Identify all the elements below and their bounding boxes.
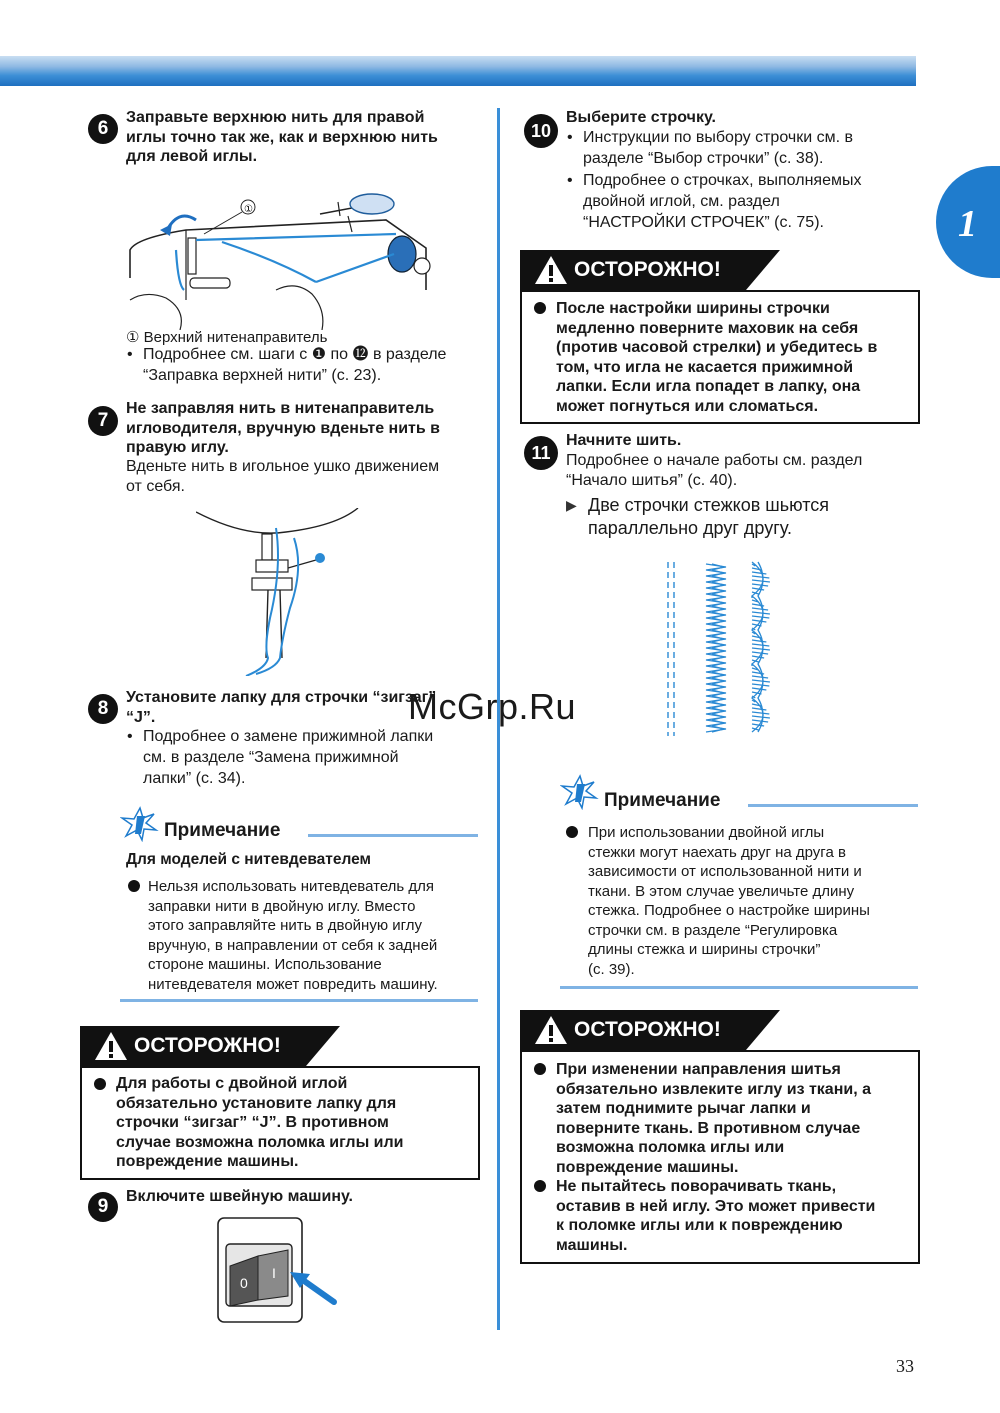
- step-number-6: 6: [88, 114, 118, 144]
- step-number-11: 11: [524, 436, 558, 470]
- step10-bullet-1: • Инструкции по выбору строчки см. в разделе “Выбор строчки” (с. 38).: [567, 129, 853, 167]
- step8-instruction: Установите лапку для строчки “зигзаг” “J”.: [126, 689, 437, 726]
- power-switch-illustration: [214, 1216, 344, 1326]
- result-arrow-icon: ▶: [566, 497, 577, 513]
- step11-result: ▶ Две строчки стежков шьются параллельно друг другу.: [566, 495, 829, 538]
- caution-header-tail: [306, 1026, 340, 1066]
- switch-on-label: I: [272, 1265, 276, 1281]
- step7-instruction: Не заправляя нить в нитенаправитель игловодителя, вручную вденьте нить в правую иглу.: [126, 400, 441, 456]
- header-band: [0, 56, 916, 86]
- caution-bullet-3a: [534, 1063, 546, 1075]
- note-title-2: Примечание: [604, 790, 721, 811]
- step-number-9: 9: [88, 1192, 118, 1222]
- note-icon-2: [560, 774, 600, 810]
- twin-needle-illustration: [196, 508, 366, 676]
- caution-header-tail-3: [746, 1010, 780, 1050]
- step8-bullet: • Подробнее о замене прижимной лапки см. в разделе “Замена прижимной лапки” (с. 34).: [127, 728, 434, 787]
- caution-header-3: [520, 1010, 746, 1050]
- caution-title: ОСТОРОЖНО!: [134, 1034, 281, 1057]
- note-rule-2: [748, 804, 918, 807]
- caution-bullet-2: [534, 302, 546, 314]
- caution-text: Для работы с двойной иглой обязательно установите лапку для строчки “зигзаг” “J”. В противном случае возможна поломка иглы или повреждение машины.: [116, 1075, 404, 1170]
- step6-bullet: • Подробнее см. шаги с ❶ по ⓬ в разделе “Заправка верхней нити” (с. 23).: [127, 346, 447, 384]
- step9-instruction: Включите швейную машину.: [126, 1188, 353, 1205]
- note-text: Нельзя использовать нитевдеватель для заправки нити в двойную иглу. Вместо этого заправляйте нить в двойную иглу вручную, в направлении от себя к задней стороне машины. Использование нитевдевателя может повредить машину.: [148, 878, 438, 993]
- step10-bullet-2: • Подробнее о строчках, выполняемых двойной иглой, см. раздел “НАСТРОЙКИ СТРОЧЕК” (с. 75).: [567, 172, 862, 231]
- watermark: McGrp.Ru: [408, 686, 577, 727]
- caution-text-3b: Не пытайтесь поворачивать ткань, оставив в ней иглу. Это может привести к поломке иглы или к повреждению машины.: [556, 1178, 876, 1254]
- caution-text-3a: При изменении направления шитья обязательно извлеките иглу из ткани, а затем поднимите рычаг лапки и поверните ткань. В противном случае возможна поломка иглы или повреждение машины.: [556, 1061, 871, 1176]
- callout-1: ①: [244, 204, 253, 215]
- step-number-7: 7: [88, 406, 118, 436]
- note-subtitle: Для моделей с нитевдевателем: [126, 851, 372, 868]
- note-rule-bottom: [120, 999, 478, 1002]
- note-bullet: [128, 880, 140, 892]
- caution-header-2: [520, 250, 746, 290]
- caution-title-2: ОСТОРОЖНО!: [574, 258, 721, 281]
- note-rule-bottom-2: [560, 986, 918, 989]
- callout-caption: ① Верхний нитенаправитель: [126, 329, 328, 346]
- step-number-8: 8: [88, 694, 118, 724]
- note-icon: [120, 806, 160, 842]
- step11-detail: Подробнее о начале работы см. раздел “Начало шитья” (с. 40).: [566, 452, 863, 489]
- warning-icon: [94, 1030, 128, 1062]
- caution-bullet-3b: [534, 1180, 546, 1192]
- step-number-10: 10: [524, 114, 558, 148]
- step6-instruction: Заправьте верхнюю нить для правой иглы точно так же, как и верхнюю нить для левой иглы.: [126, 109, 438, 165]
- switch-off-label: 0: [240, 1275, 248, 1291]
- warning-icon: [534, 1014, 568, 1046]
- note-bullet-2: [566, 826, 578, 838]
- page-number: 33: [896, 1356, 914, 1376]
- caution-header-tail-2: [746, 250, 780, 290]
- caution-bullet: [94, 1078, 106, 1090]
- caution-header: [80, 1026, 306, 1066]
- note-title: Примечание: [164, 820, 281, 841]
- upper-thread-guide-illustration: [126, 190, 446, 330]
- caution-text-2: После настройки ширины строчки медленно поверните маховик на себя (против часовой стрелки) и убедитесь в том, что игла не касается прижимной лапки. Если игла попадет в лапку, она может погнуться или сломаться.: [556, 300, 878, 415]
- note-rule: [308, 834, 478, 837]
- warning-icon: [534, 254, 568, 286]
- stitch-samples-illustration: [664, 560, 774, 738]
- caution-title-3: ОСТОРОЖНО!: [574, 1018, 721, 1041]
- step11-instruction: Начните шить.: [566, 432, 682, 449]
- step10-instruction: Выберите строчку.: [566, 109, 716, 126]
- note-text-2: При использовании двойной иглы стежки могут наехать друг на друга в зависимости от использованной нити и ткани. В этом случае увеличьте длину стежка. Подробнее о настройке ширины строчки см. в разделе “Регулировка длины стежка и ширины строчки” (с. 39).: [588, 824, 870, 978]
- chapter-number: 1: [958, 203, 977, 245]
- step7-detail: Вденьте нить в игольное ушко движением от себя.: [126, 458, 440, 495]
